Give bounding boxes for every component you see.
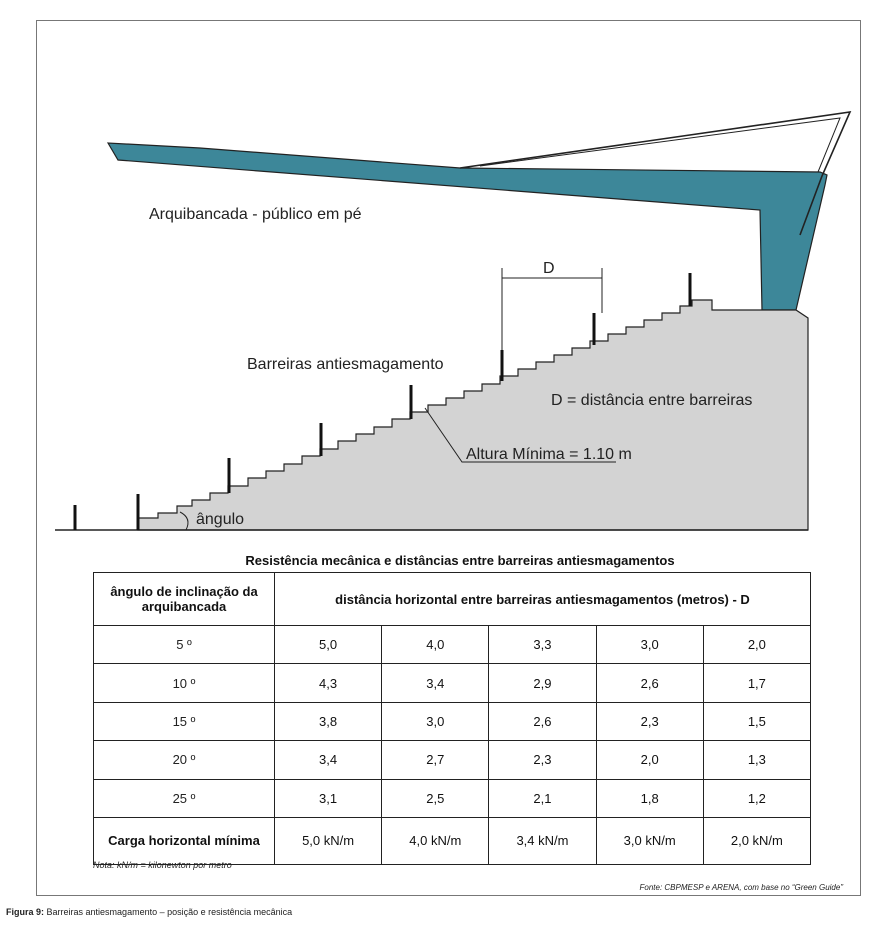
value-cell: 3,4 — [382, 664, 489, 702]
table-row — [94, 664, 811, 702]
load-value: 5,0 kN/m — [275, 817, 382, 864]
value-cell: 3,0 — [382, 702, 489, 740]
distance-definition: D = distância entre barreiras — [551, 392, 753, 409]
figure-caption — [6, 907, 292, 917]
barriers-label: Barreiras antiesmagamento — [247, 356, 444, 373]
angle-cell: 25 º — [94, 779, 275, 817]
value-cell: 2,6 — [596, 664, 703, 702]
value-cell: 2,3 — [596, 702, 703, 740]
value-cell: 1,8 — [596, 779, 703, 817]
value-cell: 2,1 — [489, 779, 596, 817]
value-cell: 2,9 — [489, 664, 596, 702]
value-cell: 3,4 — [275, 741, 382, 779]
value-cell: 2,3 — [489, 741, 596, 779]
value-cell: 3,0 — [596, 626, 703, 664]
load-value: 3,0 kN/m — [596, 817, 703, 864]
table-row — [94, 702, 811, 740]
value-cell: 3,3 — [489, 626, 596, 664]
angle-cell: 5 º — [94, 626, 275, 664]
angle-label: ângulo — [196, 511, 245, 528]
load-label: Carga horizontal mínima — [94, 817, 275, 864]
value-cell: 2,0 — [596, 741, 703, 779]
angle-cell: 20 º — [94, 741, 275, 779]
load-row — [94, 817, 811, 864]
table-title: Resistência mecânica e distâncias entre barreiras antiesmagamentos — [245, 553, 675, 568]
value-cell: 3,1 — [275, 779, 382, 817]
load-value: 2,0 kN/m — [703, 817, 810, 864]
table-row — [94, 626, 811, 664]
header-angle: ângulo de inclinação da arquibancada — [94, 573, 275, 626]
table-note: Nota: kN/m = kilonewton por metro — [93, 860, 232, 870]
stand-label: Arquibancada - público em pé — [149, 206, 362, 223]
value-cell: 4,0 — [382, 626, 489, 664]
value-cell: 1,7 — [703, 664, 810, 702]
value-cell: 2,0 — [703, 626, 810, 664]
distance-marker: D — [543, 260, 555, 277]
angle-cell: 15 º — [94, 702, 275, 740]
table-row — [94, 779, 811, 817]
value-cell: 2,6 — [489, 702, 596, 740]
roof-truss-inner — [480, 118, 840, 172]
load-value: 3,4 kN/m — [489, 817, 596, 864]
value-cell: 5,0 — [275, 626, 382, 664]
load-value: 4,0 kN/m — [382, 817, 489, 864]
value-cell: 1,2 — [703, 779, 810, 817]
source-credit: Fonte: CBPMESP e ARENA, com base no “Green Guide” — [639, 883, 843, 892]
min-height-label: Altura Mínima = 1.10 m — [466, 446, 632, 463]
roof-canopy — [108, 143, 827, 310]
distance-dimension — [502, 268, 602, 350]
caption-label: Figura 9: — [6, 907, 45, 917]
table-header-row — [94, 573, 811, 626]
angle-cell: 10 º — [94, 664, 275, 702]
table-row — [94, 741, 811, 779]
resistance-table — [93, 572, 811, 865]
value-cell: 1,5 — [703, 702, 810, 740]
value-cell: 2,5 — [382, 779, 489, 817]
value-cell: 2,7 — [382, 741, 489, 779]
caption-text: Barreiras antiesmagamento – posição e resistência mecânica — [46, 907, 293, 917]
value-cell: 3,8 — [275, 702, 382, 740]
header-distance: distância horizontal entre barreiras antiesmagamentos (metros) - D — [275, 573, 811, 626]
value-cell: 1,3 — [703, 741, 810, 779]
value-cell: 4,3 — [275, 664, 382, 702]
stand-body — [138, 300, 808, 530]
